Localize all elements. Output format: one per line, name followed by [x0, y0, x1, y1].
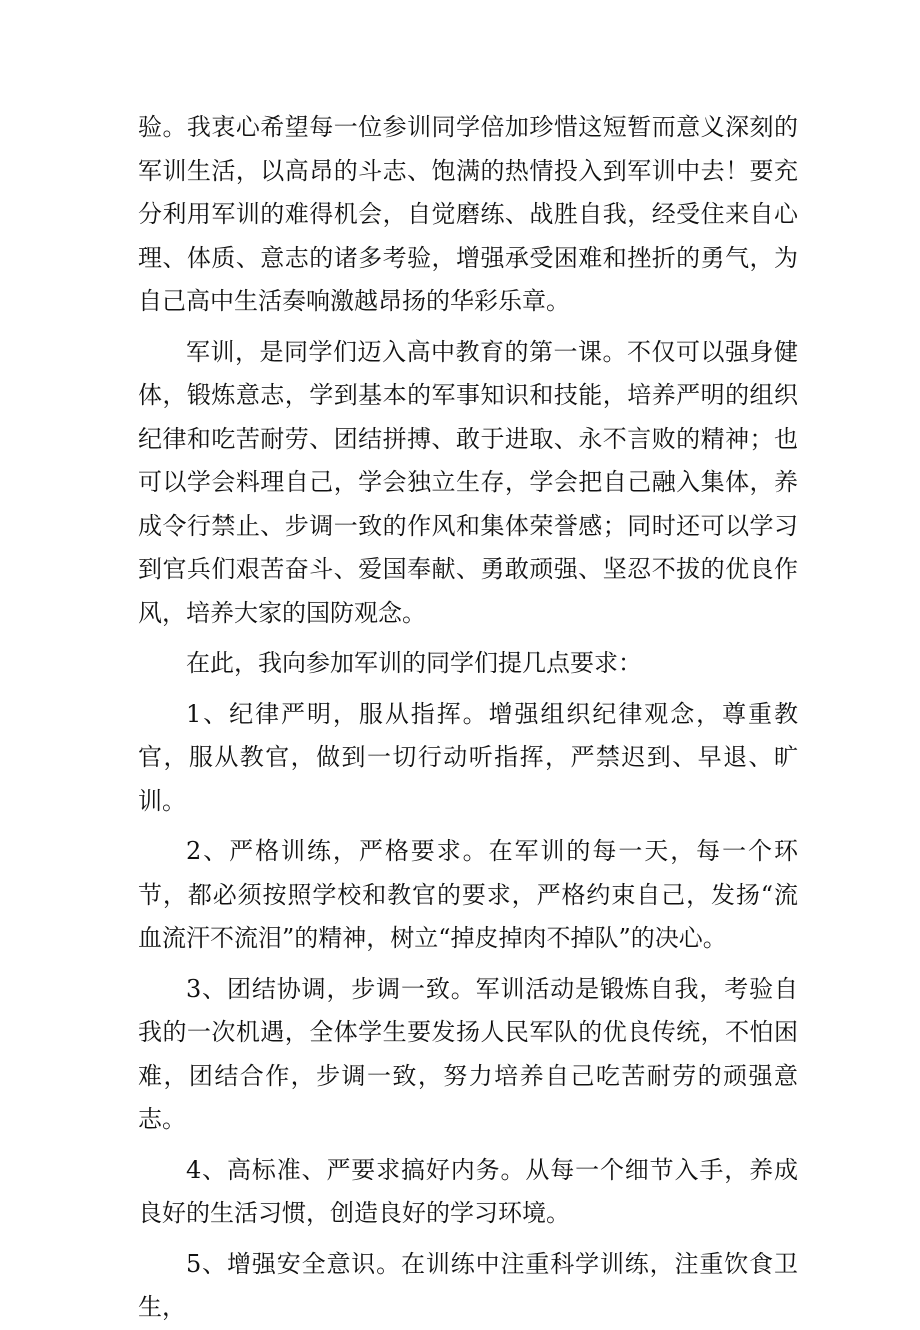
paragraph-intro-continuation: 验。我衷心希望每一位参训同学倍加珍惜这短暂而意义深刻的军训生活，以高昂的斗志、饱满的热情投入到军训中去！要充分利用军训的难得机会，自觉磨练、战胜自我，经受住来自心理、体质、意志的诸多考验，增强承受困难和挫折的勇气，为自己高中生活奏响激越昂扬的华彩乐章。: [138, 113, 798, 315]
paragraph-requirement-5: 5、增强安全意识。在训练中注重科学训练，注重饮食卫生，: [138, 1249, 798, 1321]
paragraph-requirement-3: 3、团结协调，步调一致。军训活动是锻炼自我，考验自我的一次机遇，全体学生要发扬人民军队的优良传统，不怕困难，团结合作，步调一致，努力培养自己吃苦耐劳的顽强意志。: [138, 974, 798, 1133]
paragraph-significance: 军训，是同学们迈入高中教育的第一课。不仅可以强身健体，锻炼意志，学到基本的军事知识和技能，培养严明的组织纪律和吃苦耐劳、团结拼搏、敢于进取、永不言败的精神；也可以学会料理自己，学会独立生存，学会把自己融入集体，养成令行禁止、步调一致的作风和集体荣誉感；同时还可以学习到官兵们艰苦奋斗、爱国奉献、勇敢顽强、坚忍不拔的优良作风，培养大家的国防观念。: [138, 337, 798, 627]
paragraph-requirement-1: 1、纪律严明，服从指挥。增强组织纪律观念，尊重教官，服从教官，做到一切行动听指挥，严禁迟到、早退、旷训。: [138, 699, 798, 815]
document-body: [138, 106, 798, 1330]
paragraph-requirements-intro: 在此，我向参加军训的同学们提几点要求：: [186, 649, 642, 677]
paragraph-requirement-4: 4、高标准、严要求搞好内务。从每一个细节入手，养成良好的生活习惯，创造良好的学习环境。: [138, 1155, 798, 1227]
paragraph-requirement-2: 2、严格训练，严格要求。在军训的每一天，每一个环节，都必须按照学校和教官的要求，严格约束自己，发扬“流血流汗不流泪”的精神，树立“掉皮掉肉不掉队”的决心。: [138, 837, 798, 952]
